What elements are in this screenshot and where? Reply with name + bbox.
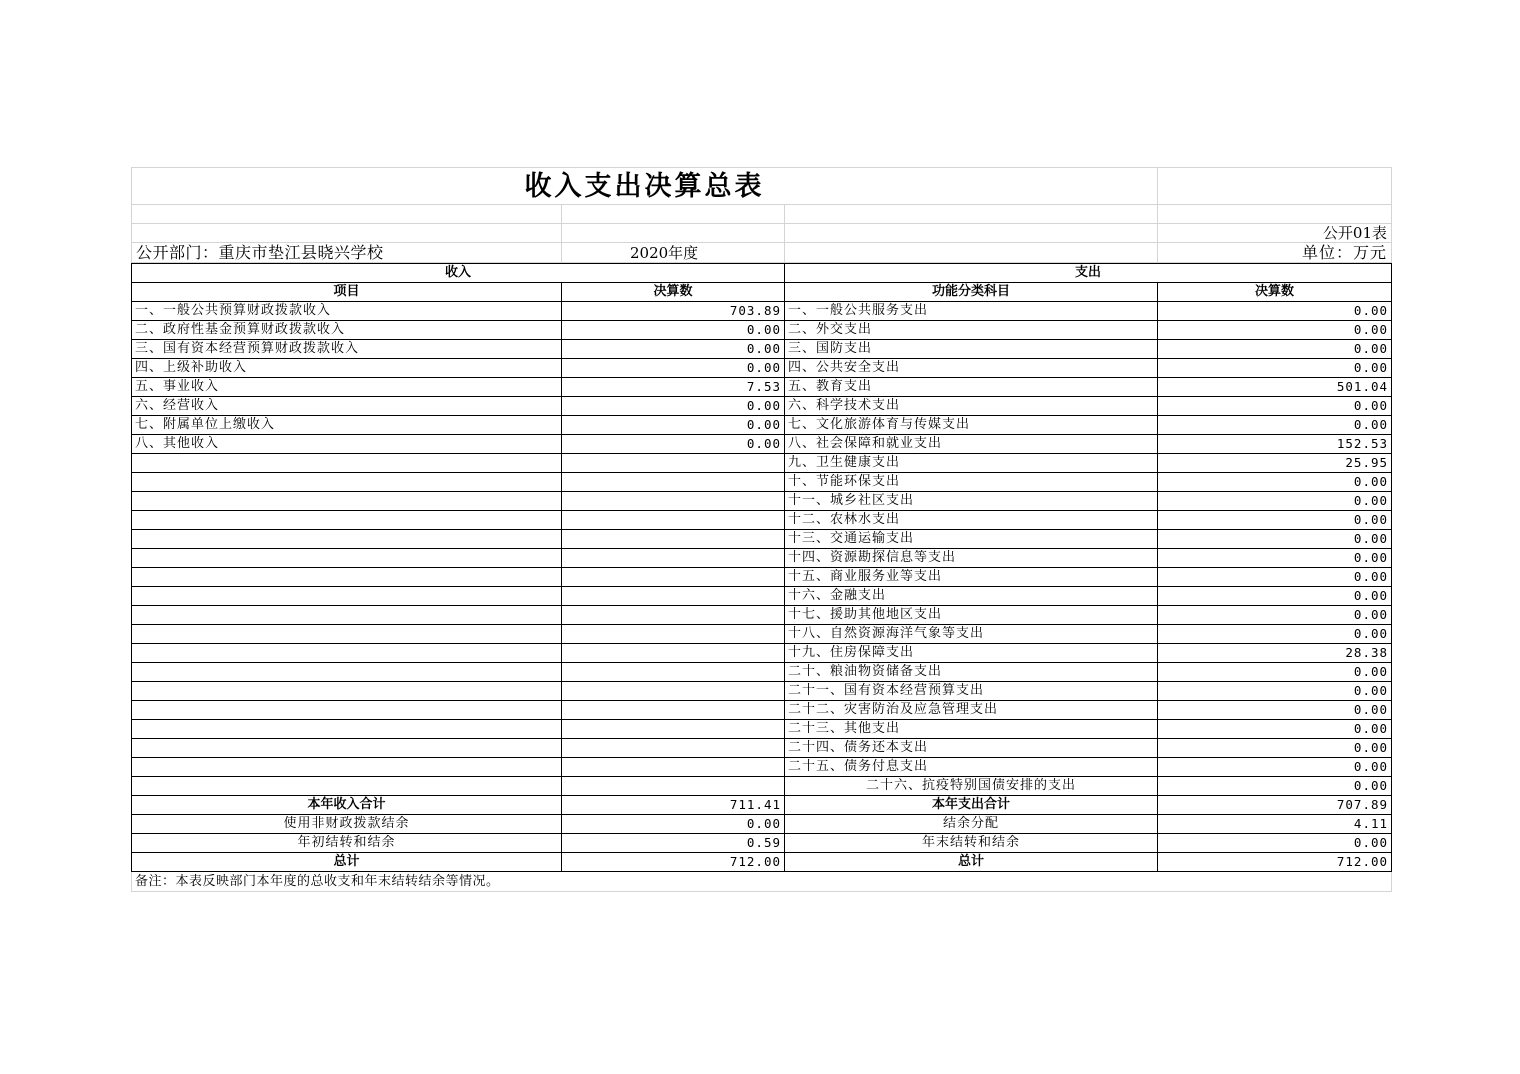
expense-amount: 25.95 bbox=[1158, 454, 1392, 473]
expense-item: 十一、城乡社区支出 bbox=[785, 492, 1158, 511]
table-row bbox=[132, 720, 1392, 739]
summary-row bbox=[132, 834, 1392, 853]
expense-amount: 152.53 bbox=[1158, 435, 1392, 454]
income-item bbox=[132, 606, 562, 625]
item-column-header: 项目 bbox=[132, 283, 562, 302]
expense-item: 七、文化旅游体育与传媒支出 bbox=[785, 416, 1158, 435]
table-row bbox=[132, 435, 1392, 454]
income-summary-amount: 712.00 bbox=[562, 853, 785, 872]
expense-amount: 0.00 bbox=[1158, 682, 1392, 701]
income-item bbox=[132, 720, 562, 739]
expense-amount: 0.00 bbox=[1158, 625, 1392, 644]
expense-summary-amount: 4.11 bbox=[1158, 815, 1392, 834]
expense-item: 二、外交支出 bbox=[785, 321, 1158, 340]
expense-amount: 0.00 bbox=[1158, 568, 1392, 587]
income-item: 六、经营收入 bbox=[132, 397, 562, 416]
income-amount: 7.53 bbox=[562, 378, 785, 397]
column-header-row bbox=[132, 283, 1392, 302]
blank-row bbox=[132, 205, 1391, 224]
income-amount bbox=[562, 682, 785, 701]
expense-item: 二十五、债务付息支出 bbox=[785, 758, 1158, 777]
income-item bbox=[132, 777, 562, 796]
table-row bbox=[132, 492, 1392, 511]
income-item bbox=[132, 549, 562, 568]
income-amount bbox=[562, 568, 785, 587]
unit-label: 单位：万元 bbox=[1301, 243, 1387, 262]
expense-item: 二十四、债务还本支出 bbox=[785, 739, 1158, 758]
income-item bbox=[132, 587, 562, 606]
amount2-column-header: 决算数 bbox=[1158, 283, 1392, 302]
report-sheet bbox=[131, 167, 1392, 892]
expense-item: 六、科学技术支出 bbox=[785, 397, 1158, 416]
info-row bbox=[132, 243, 1391, 263]
expense-item: 二十、粮油物资储备支出 bbox=[785, 663, 1158, 682]
expense-amount: 0.00 bbox=[1158, 587, 1392, 606]
expense-item: 二十一、国有资本经营预算支出 bbox=[785, 682, 1158, 701]
expense-amount: 0.00 bbox=[1158, 663, 1392, 682]
income-amount bbox=[562, 625, 785, 644]
income-amount bbox=[562, 606, 785, 625]
expense-summary-amount: 707.89 bbox=[1158, 796, 1392, 815]
expense-amount: 0.00 bbox=[1158, 359, 1392, 378]
expense-item: 十二、农林水支出 bbox=[785, 511, 1158, 530]
expense-header: 支出 bbox=[785, 264, 1392, 283]
expense-amount: 0.00 bbox=[1158, 321, 1392, 340]
expense-item: 二十三、其他支出 bbox=[785, 720, 1158, 739]
table-number: 公开01表 bbox=[1322, 224, 1387, 242]
income-item: 八、其他收入 bbox=[132, 435, 562, 454]
income-amount bbox=[562, 492, 785, 511]
income-amount bbox=[562, 549, 785, 568]
expense-item: 二十二、灾害防治及应急管理支出 bbox=[785, 701, 1158, 720]
income-amount bbox=[562, 663, 785, 682]
summary-row bbox=[132, 815, 1392, 834]
expense-item: 一、一般公共服务支出 bbox=[785, 302, 1158, 321]
expense-item: 二十六、抗疫特别国债安排的支出 bbox=[785, 777, 1158, 796]
income-summary-amount: 711.41 bbox=[562, 796, 785, 815]
section-header-row bbox=[132, 264, 1392, 283]
expense-item: 三、国防支出 bbox=[785, 340, 1158, 359]
table-row bbox=[132, 530, 1392, 549]
income-amount bbox=[562, 720, 785, 739]
expense-amount: 0.00 bbox=[1158, 302, 1392, 321]
income-amount bbox=[562, 530, 785, 549]
income-item: 三、国有资本经营预算财政拨款收入 bbox=[132, 340, 562, 359]
fiscal-year: 2020年度 bbox=[630, 244, 699, 262]
income-item: 五、事业收入 bbox=[132, 378, 562, 397]
expense-item: 八、社会保障和就业支出 bbox=[785, 435, 1158, 454]
table-row bbox=[132, 587, 1392, 606]
income-amount bbox=[562, 644, 785, 663]
table-row bbox=[132, 302, 1392, 321]
income-summary-label: 本年收入合计 bbox=[132, 796, 562, 815]
expense-item: 十六、金融支出 bbox=[785, 587, 1158, 606]
income-header: 收入 bbox=[132, 264, 785, 283]
expense-summary-label: 总计 bbox=[785, 853, 1158, 872]
table-row bbox=[132, 739, 1392, 758]
expense-item: 十、节能环保支出 bbox=[785, 473, 1158, 492]
income-amount: 0.00 bbox=[562, 435, 785, 454]
income-summary-amount: 0.00 bbox=[562, 815, 785, 834]
expense-amount: 0.00 bbox=[1158, 758, 1392, 777]
expense-amount: 0.00 bbox=[1158, 397, 1392, 416]
expense-item: 九、卫生健康支出 bbox=[785, 454, 1158, 473]
expense-amount: 0.00 bbox=[1158, 777, 1392, 796]
income-amount: 0.00 bbox=[562, 359, 785, 378]
income-item bbox=[132, 492, 562, 511]
table-row bbox=[132, 340, 1392, 359]
income-amount: 0.00 bbox=[562, 321, 785, 340]
income-item bbox=[132, 758, 562, 777]
income-item: 二、政府性基金预算财政拨款收入 bbox=[132, 321, 562, 340]
table-row bbox=[132, 511, 1392, 530]
income-amount: 0.00 bbox=[562, 340, 785, 359]
income-item bbox=[132, 701, 562, 720]
income-item bbox=[132, 473, 562, 492]
income-amount: 0.00 bbox=[562, 416, 785, 435]
amount-column-header: 决算数 bbox=[562, 283, 785, 302]
table-row bbox=[132, 549, 1392, 568]
table-row bbox=[132, 568, 1392, 587]
expense-item: 十四、资源勘探信息等支出 bbox=[785, 549, 1158, 568]
budget-table bbox=[131, 263, 1392, 872]
summary-row bbox=[132, 796, 1392, 815]
table-row bbox=[132, 606, 1392, 625]
table-row bbox=[132, 663, 1392, 682]
income-item bbox=[132, 625, 562, 644]
income-item bbox=[132, 568, 562, 587]
expense-item: 十九、住房保障支出 bbox=[785, 644, 1158, 663]
income-amount bbox=[562, 511, 785, 530]
summary-row bbox=[132, 853, 1392, 872]
expense-amount: 0.00 bbox=[1158, 739, 1392, 758]
income-item bbox=[132, 663, 562, 682]
department-label: 公开部门：重庆市垫江县晓兴学校 bbox=[136, 243, 384, 262]
income-item bbox=[132, 682, 562, 701]
table-row bbox=[132, 701, 1392, 720]
expense-summary-amount: 0.00 bbox=[1158, 834, 1392, 853]
expense-amount: 0.00 bbox=[1158, 511, 1392, 530]
income-summary-label: 使用非财政拨款结余 bbox=[132, 815, 562, 834]
table-row bbox=[132, 682, 1392, 701]
expense-amount: 0.00 bbox=[1158, 720, 1392, 739]
expense-summary-label: 结余分配 bbox=[785, 815, 1158, 834]
income-amount bbox=[562, 587, 785, 606]
income-amount: 703.89 bbox=[562, 302, 785, 321]
table-row bbox=[132, 473, 1392, 492]
table-row bbox=[132, 777, 1392, 796]
expense-item: 十八、自然资源海洋气象等支出 bbox=[785, 625, 1158, 644]
income-amount bbox=[562, 777, 785, 796]
footnote: 备注：本表反映部门本年度的总收支和年末结转结余等情况。 bbox=[132, 872, 1391, 892]
function-category-column-header: 功能分类科目 bbox=[785, 283, 1158, 302]
expense-summary-label: 本年支出合计 bbox=[785, 796, 1158, 815]
income-summary-amount: 0.59 bbox=[562, 834, 785, 853]
income-amount bbox=[562, 739, 785, 758]
table-row bbox=[132, 378, 1392, 397]
table-row bbox=[132, 321, 1392, 340]
table-row bbox=[132, 644, 1392, 663]
income-item bbox=[132, 530, 562, 549]
income-summary-label: 总计 bbox=[132, 853, 562, 872]
expense-amount: 0.00 bbox=[1158, 606, 1392, 625]
expense-amount: 0.00 bbox=[1158, 530, 1392, 549]
expense-summary-amount: 712.00 bbox=[1158, 853, 1392, 872]
table-row bbox=[132, 397, 1392, 416]
expense-summary-label: 年末结转和结余 bbox=[785, 834, 1158, 853]
expense-amount: 0.00 bbox=[1158, 701, 1392, 720]
expense-amount: 0.00 bbox=[1158, 549, 1392, 568]
income-item bbox=[132, 511, 562, 530]
income-item bbox=[132, 454, 562, 473]
income-item: 四、上级补助收入 bbox=[132, 359, 562, 378]
income-item bbox=[132, 739, 562, 758]
table-number-row bbox=[132, 224, 1391, 243]
table-row bbox=[132, 758, 1392, 777]
income-amount: 0.00 bbox=[562, 397, 785, 416]
income-amount bbox=[562, 758, 785, 777]
expense-amount: 0.00 bbox=[1158, 473, 1392, 492]
page-title: 收入支出决算总表 bbox=[524, 171, 765, 202]
expense-amount: 0.00 bbox=[1158, 416, 1392, 435]
income-amount bbox=[562, 701, 785, 720]
expense-amount: 0.00 bbox=[1158, 492, 1392, 511]
expense-amount: 501.04 bbox=[1158, 378, 1392, 397]
income-item bbox=[132, 644, 562, 663]
income-item: 七、附属单位上缴收入 bbox=[132, 416, 562, 435]
income-item: 一、一般公共预算财政拨款收入 bbox=[132, 302, 562, 321]
table-row bbox=[132, 359, 1392, 378]
title-row bbox=[132, 168, 1391, 205]
table-row bbox=[132, 416, 1392, 435]
expense-item: 十五、商业服务业等支出 bbox=[785, 568, 1158, 587]
expense-item: 四、公共安全支出 bbox=[785, 359, 1158, 378]
income-summary-label: 年初结转和结余 bbox=[132, 834, 562, 853]
table-row bbox=[132, 625, 1392, 644]
expense-amount: 28.38 bbox=[1158, 644, 1392, 663]
table-row bbox=[132, 454, 1392, 473]
income-amount bbox=[562, 454, 785, 473]
expense-item: 十七、援助其他地区支出 bbox=[785, 606, 1158, 625]
expense-item: 十三、交通运输支出 bbox=[785, 530, 1158, 549]
expense-amount: 0.00 bbox=[1158, 340, 1392, 359]
expense-item: 五、教育支出 bbox=[785, 378, 1158, 397]
income-amount bbox=[562, 473, 785, 492]
